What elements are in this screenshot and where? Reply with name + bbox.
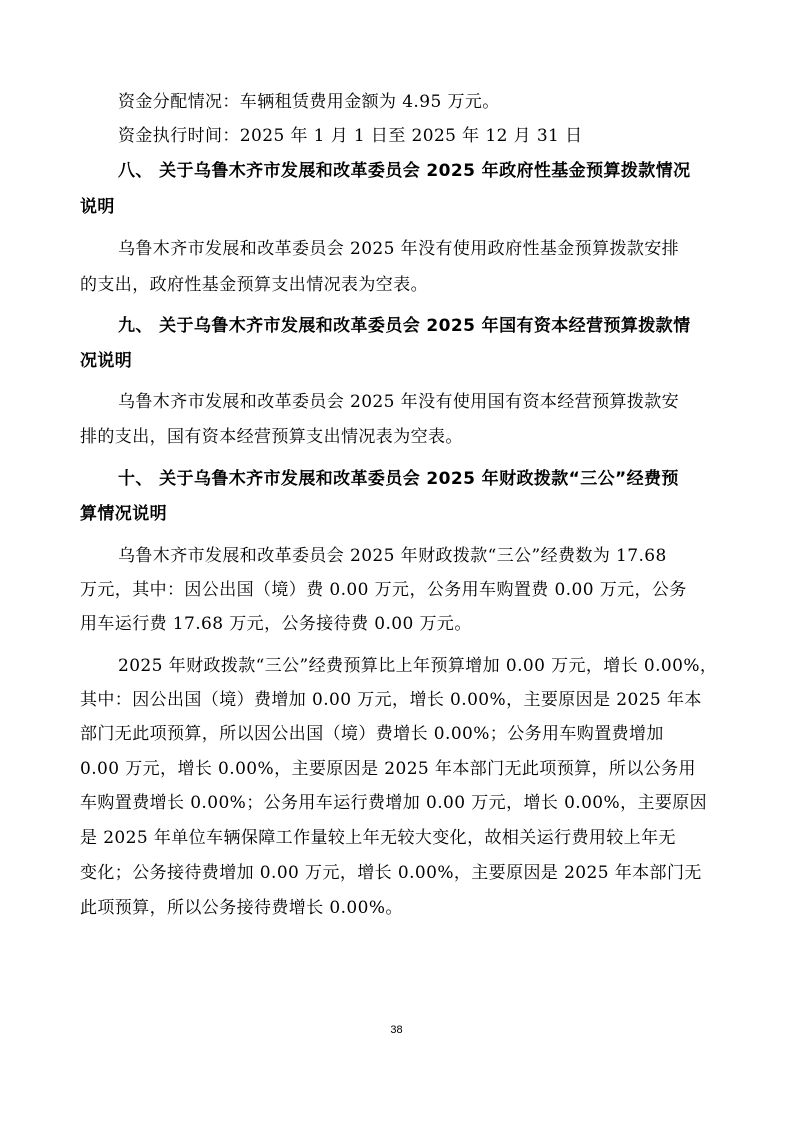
paragraph-line: 资金分配情况：车辆租赁费用金额为 4.95 万元。 (118, 92, 500, 112)
paragraph-line: 万元，其中：因公出国（境）费 0.00 万元，公务用车购置费 0.00 万元，公务 (80, 580, 687, 600)
section-heading: 九、 关于乌鲁木齐市发展和改革委员会 2025 年国有资本经营预算拨款情 (118, 316, 691, 336)
paragraph-line: 乌鲁木齐市发展和改革委员会 2025 年没有使用政府性基金预算拨款安排 (118, 239, 680, 259)
paragraph-line: 是 2025 年单位车辆保障工作量较上年无较大变化，故相关运行费用较上年无 (80, 828, 676, 848)
section-heading: 说明 (80, 197, 115, 217)
section-heading: 算情况说明 (80, 504, 167, 524)
paragraph-line: 其中：因公出国（境）费增加 0.00 万元，增长 0.00%，主要原因是 2025 年本 (80, 690, 702, 710)
paragraph-line: 乌鲁木齐市发展和改革委员会 2025 年财政拨款“三公”经费数为 17.68 (118, 546, 667, 566)
paragraph-line: 乌鲁木齐市发展和改革委员会 2025 年没有使用国有资本经营预算拨款安 (118, 392, 680, 412)
section-heading: 八、 关于乌鲁木齐市发展和改革委员会 2025 年政府性基金预算拨款情况 (118, 161, 691, 181)
paragraph-line: 变化；公务接待费增加 0.00 万元，增长 0.00%，主要原因是 2025 年本部门无 (80, 863, 702, 883)
paragraph-line: 资金执行时间：2025 年 1 月 1 日至 2025 年 12 月 31 日 (118, 126, 583, 146)
paragraph-line: 2025 年财政拨款“三公”经费预算比上年预算增加 0.00 万元，增长 0.00%， (118, 656, 718, 676)
section-heading: 况说明 (80, 351, 133, 371)
paragraph-line: 排的支出，国有资本经营预算支出情况表为空表。 (80, 427, 463, 447)
paragraph-line: 此项预算，所以公务接待费增长 0.00%。 (80, 898, 403, 918)
paragraph-line: 的支出，政府性基金预算支出情况表为空表。 (80, 275, 428, 295)
paragraph-line: 0.00 万元，增长 0.00%，主要原因是 2025 年本部门无此项预算，所以公务用 (80, 759, 696, 779)
page-number: 38 (390, 1024, 403, 1036)
paragraph-line: 用车运行费 17.68 万元，公务接待费 0.00 万元。 (80, 614, 472, 634)
section-heading: 十、 关于乌鲁木齐市发展和改革委员会 2025 年财政拨款“三公”经费预 (118, 469, 679, 489)
paragraph-line: 部门无此项预算，所以因公出国（境）费增长 0.00%；公务用车购置费增加 (80, 724, 664, 744)
paragraph-line: 车购置费增长 0.00%；公务用车运行费增加 0.00 万元，增长 0.00%，主要原因 (80, 793, 708, 813)
